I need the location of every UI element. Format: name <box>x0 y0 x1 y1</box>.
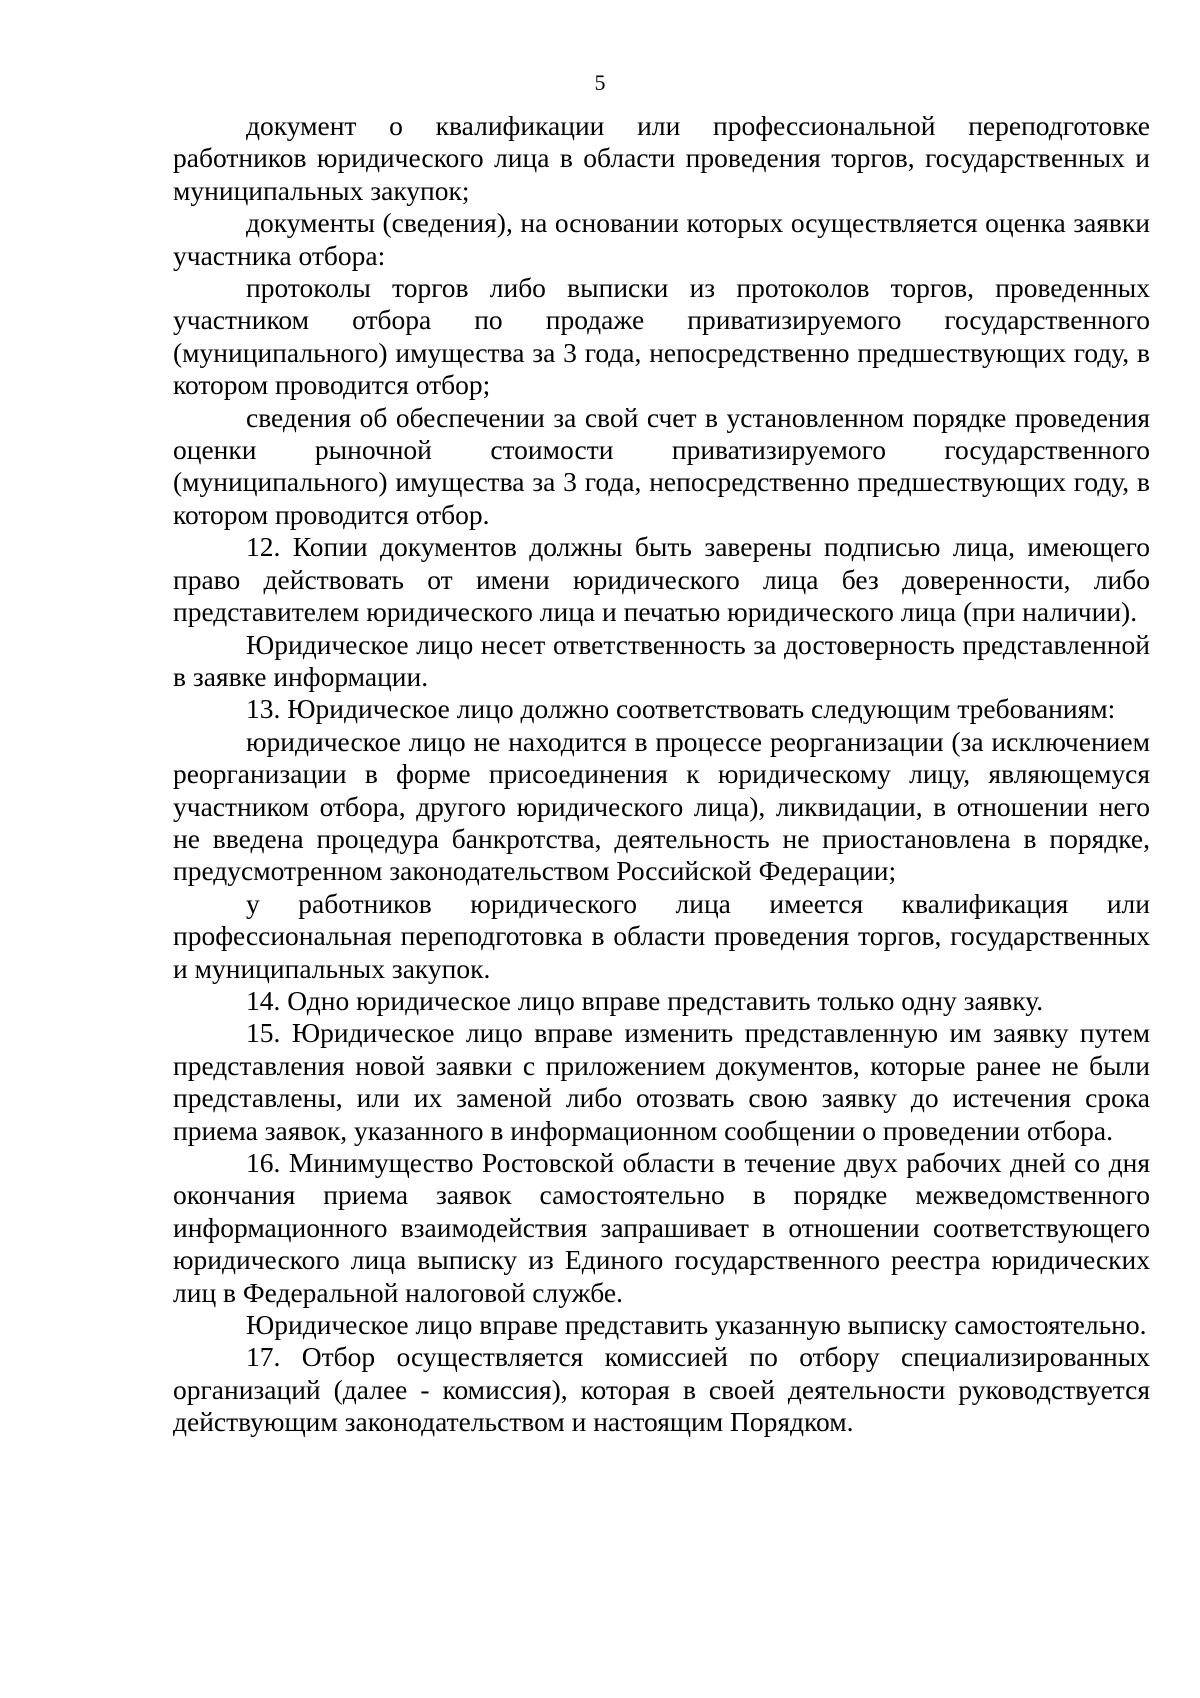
paragraph-item-13: 13. Юридическое лицо должно соответствовать следующим требованиям: <box>246 693 1116 725</box>
paragraph-item-12: 12. Копии документов должны быть заверены подписью лица, имеющего право действовать от имени юридического лица без доверенности, либо представителем юридического лица и печатью юридического лица (при наличии). <box>173 531 1150 628</box>
paragraph-evaluation-documents: документы (сведения), на основании которых осуществляется оценка заявки участника отбора: <box>173 207 1150 271</box>
paragraph-item-15: 15. Юридическое лицо вправе изменить представленную им заявку путем представления новой заявки с приложением документов, которые ранее не были представлены, или их заменой либо отозвать свою заявку до истечения срока приема заявок, указанного в информационном сообщении о проведении отбора. <box>173 1017 1150 1146</box>
paragraph-item-17: 17. Отбор осуществляется комиссией по отбору специализированных организаций (далее - комиссия), которая в своей деятельности руководствуется действующим законодательством и настоящим Порядком. <box>173 1341 1150 1438</box>
page-number: 5 <box>594 70 606 95</box>
paragraph-valuation-info: сведения об обеспечении за свой счет в установленном порядке проведения оценки рыночной стоимости приватизируемого государственного (муниципального) имущества за 3 года, непосредственно предшествующих году, в котором проводится отбор. <box>173 401 1150 530</box>
paragraph-item-16: 16. Минимущество Ростовской области в течение двух рабочих дней со дня окончания приема заявок самостоятельно в порядке межведомственного информационного взаимодействия запрашивает в отношении соответствующего юридического лица выписку из Единого государственного реестра юридических лиц в Федеральной налоговой службе. <box>173 1147 1150 1308</box>
paragraph-qualification-document: документ о квалификации или профессиональной переподготовке работников юридического лица в области проведения торгов, государственных и муниципальных закупок; <box>173 110 1150 206</box>
paragraph-staff-qualification: у работников юридического лица имеется квалификация или профессиональная переподготовка в области проведения торгов, государственных и муниципальных закупок. <box>173 887 1150 984</box>
document-body <box>173 110 1150 1439</box>
paragraph-item-14: 14. Одно юридическое лицо вправе представить только одну заявку. <box>246 984 1044 1016</box>
paragraph-self-submission: Юридическое лицо вправе представить указанную выписку самостоятельно. <box>246 1309 1147 1341</box>
paragraph-no-reorganization: юридическое лицо не находится в процессе реорганизации (за исключением реорганизации в форме присоединения к юридическому лицу, являющемуся участником отбора, другого юридического лица), ликвидации, в отношении него не введена процедура банкротства, деятельность не приостановлена в порядке, предусмотренном законодательством Российской Федерации; <box>173 725 1150 887</box>
paragraph-responsibility: Юридическое лицо несет ответственность за достоверность представленной в заявке информации. <box>173 628 1150 692</box>
paragraph-auction-protocols: протоколы торгов либо выписки из протоколов торгов, проведенных участником отбора по продаже приватизируемого государственного (муниципального) имущества за 3 года, непосредственно предшествующих году, в котором проводится отбор; <box>173 272 1150 401</box>
